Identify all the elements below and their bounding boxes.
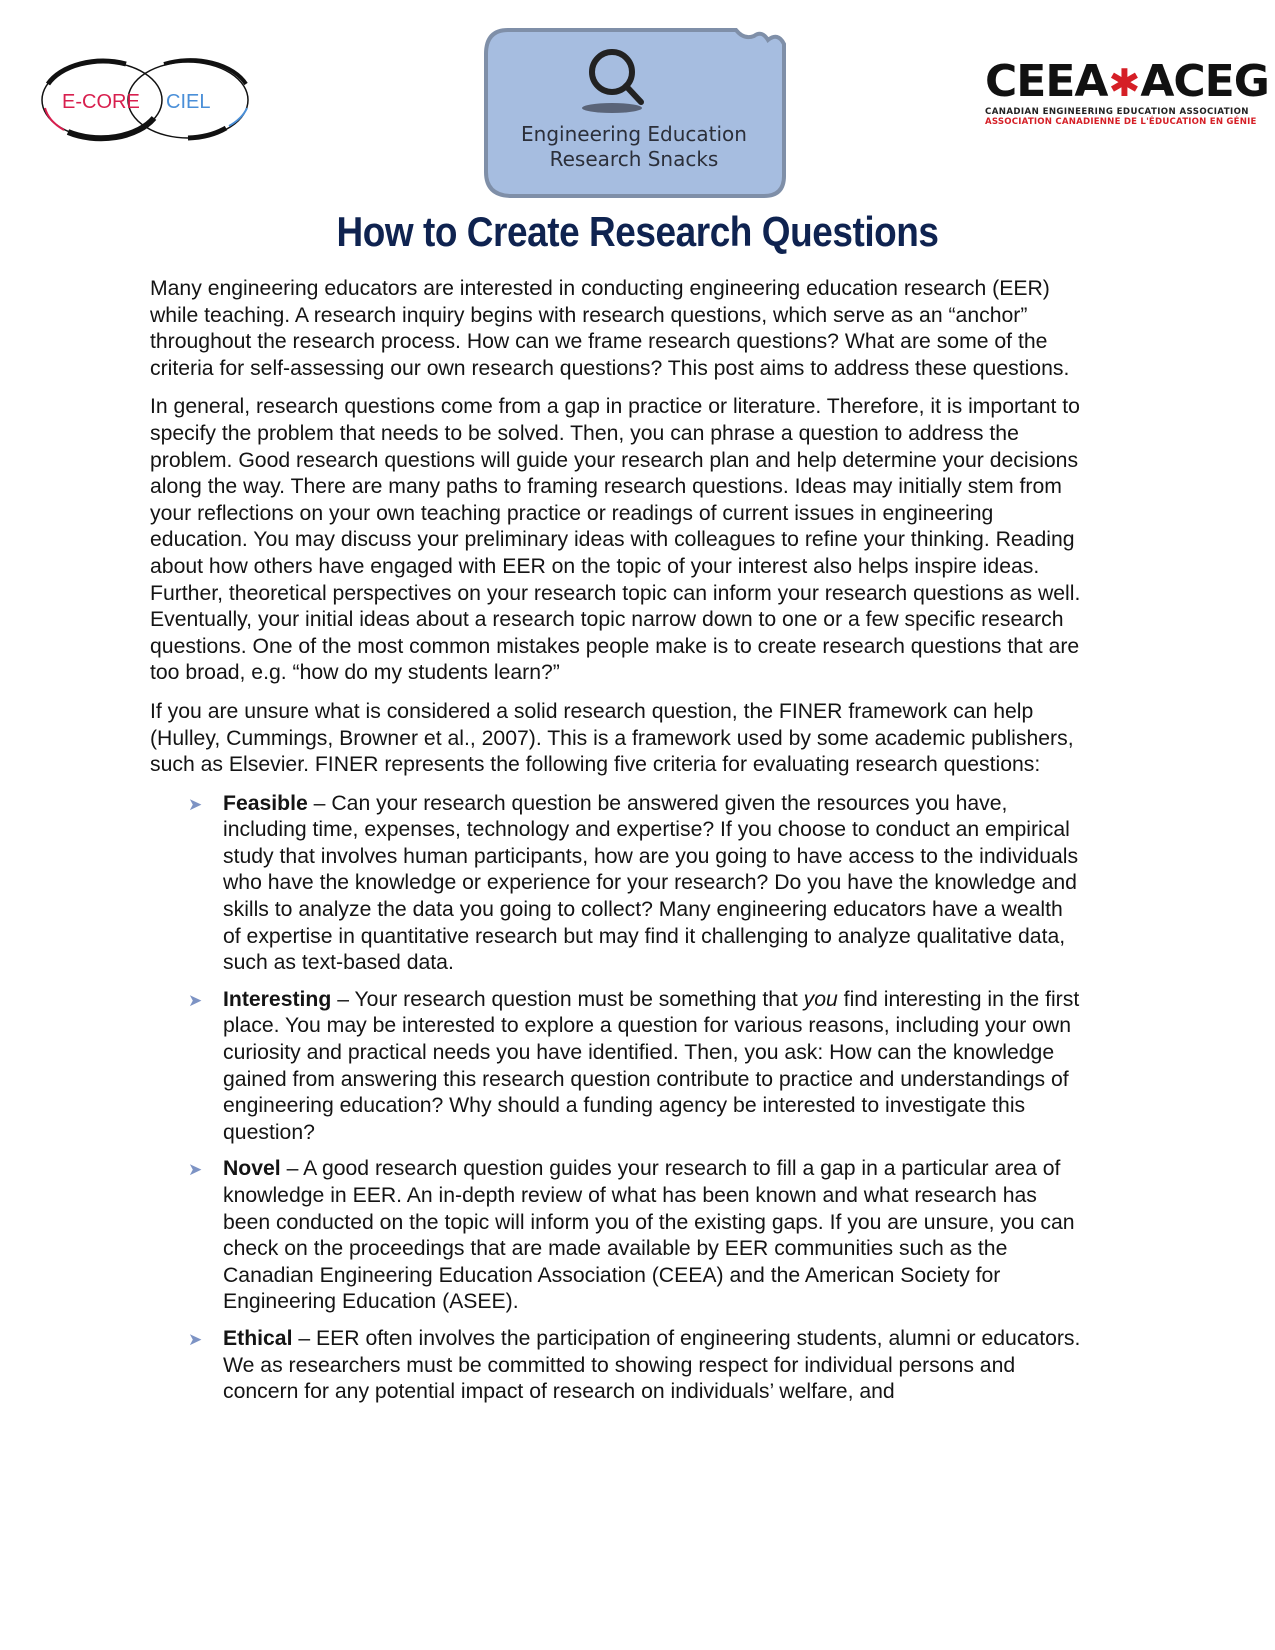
maple-leaf-icon: ✱	[1108, 61, 1140, 105]
badge-line-2: Research Snacks	[549, 147, 719, 171]
ceea-english-name: CANADIAN ENGINEERING EDUCATION ASSOCIATION	[985, 107, 1249, 117]
criterion-term: Interesting	[223, 987, 332, 1011]
criterion-emphasis: you	[803, 987, 838, 1011]
ceea-aceg-logo	[985, 56, 1269, 140]
criterion-ethical	[150, 1326, 1085, 1406]
page-header	[0, 0, 1275, 210]
criterion-feasible	[150, 791, 1085, 977]
criterion-text: – Can your research question be answered given the resources you have, including time, expenses, technology and expertise? If you choose to conduct an empirical study that involves human participants, how are you going to have access to the individuals who have the knowledge or experience for your research? Do you have the knowledge and skills to analyze the data you going to collect? Many engineering educators have a wealth of expertise in quantitative research but may find it challenging to analyze qualitative data, such as text-based data.	[223, 791, 1079, 975]
criterion-text: find interesting in the first place. You may be interested to explore a question for various reasons, including your own curiosity and practical needs you have identified. Then, you ask: How can the knowledge gained from answering this research question contribute to practice and understandings of engineering education? Why should a funding agency be interested to investigate this question?	[223, 987, 1080, 1144]
ciel-text: CIEL	[166, 91, 211, 113]
criterion-term: Ethical	[223, 1326, 293, 1350]
criterion-novel	[150, 1156, 1085, 1316]
arrowhead-icon: ➤	[188, 794, 203, 814]
criterion-term: Novel	[223, 1157, 281, 1181]
criterion-text: – A good research question guides your research to fill a gap in a particular area of knowledge in EER. An in-depth review of what has been known and what research has been conducted on the topic will inform you of the existing gaps. If you are unsure, you can check on the proceedings that are made available by EER communities such as the Canadian Engineering Education Association (CEEA) and the American Society for Engineering Education (ASEE).	[223, 1157, 1075, 1314]
ecore-ciel-logo	[36, 56, 256, 146]
criterion-term: Feasible	[223, 791, 308, 815]
arrowhead-icon: ➤	[188, 990, 203, 1010]
general-paragraph: In general, research questions come from a gap in practice or literature. Therefore, it is important to specify the problem that needs to be solved. Then, you can phrase a question to address the problem. Good research questions will guide your research plan and help determine your decisions along the way. There are many paths to framing research questions. Ideas may initially stem from your reflections on your own teaching practice or readings of current issues in engineering education. You may discuss your preliminary ideas with colleagues to refine your thinking. Reading about how others have engaged with EER on the topic of your interest also helps inspire ideas. Further, theoretical perspectives on your research topic can inform your research questions as well. Eventually, your initial ideas about a research topic narrow down to one or a few specific research questions. One of the most common mistakes people make is to create research questions that are too broad, e.g. “how do my students learn?”	[150, 395, 1081, 685]
ceea-french-name: ASSOCIATION CANADIENNE DE L'ÉDUCATION EN GÉNIE	[985, 117, 1257, 127]
document-body	[150, 276, 1085, 1416]
criterion-interesting	[150, 987, 1085, 1147]
criterion-text-before: – Your research question must be something that	[331, 987, 804, 1011]
ecore-text: E-CORE	[62, 91, 140, 113]
ceea-mark-right: ACEG	[1140, 56, 1269, 107]
arrowhead-icon: ➤	[188, 1329, 203, 1349]
research-snacks-badge	[478, 26, 798, 202]
finer-paragraph: If you are unsure what is considered a solid research question, the FINER framework can help (Hulley, Cummings, Browner et al., 2007). This is a framework used by some academic publishers, such as Elsevier. FINER represents the following five criteria for evaluating research questions:	[150, 699, 1074, 777]
badge-line-1: Engineering Education	[521, 122, 747, 146]
page-title: How to Create Research Questions	[336, 208, 939, 255]
ceea-mark-left: CEEA	[985, 56, 1108, 107]
intro-paragraph: Many engineering educators are interested in conducting engineering education research (EER) while teaching. A research inquiry begins with research questions, which serve as an “anchor” throughout the research process. How can we frame research questions? What are some of the criteria for self-assessing our own research questions? This post aims to address these questions.	[150, 277, 1070, 380]
criterion-text: – EER often involves the participation of engineering students, alumni or educators. We as researchers must be committed to showing respect for individual persons and concern for any potential impact of research on individuals’ welfare, and	[223, 1326, 1081, 1404]
finer-criteria-list	[150, 791, 1085, 1406]
arrowhead-icon: ➤	[188, 1160, 203, 1180]
